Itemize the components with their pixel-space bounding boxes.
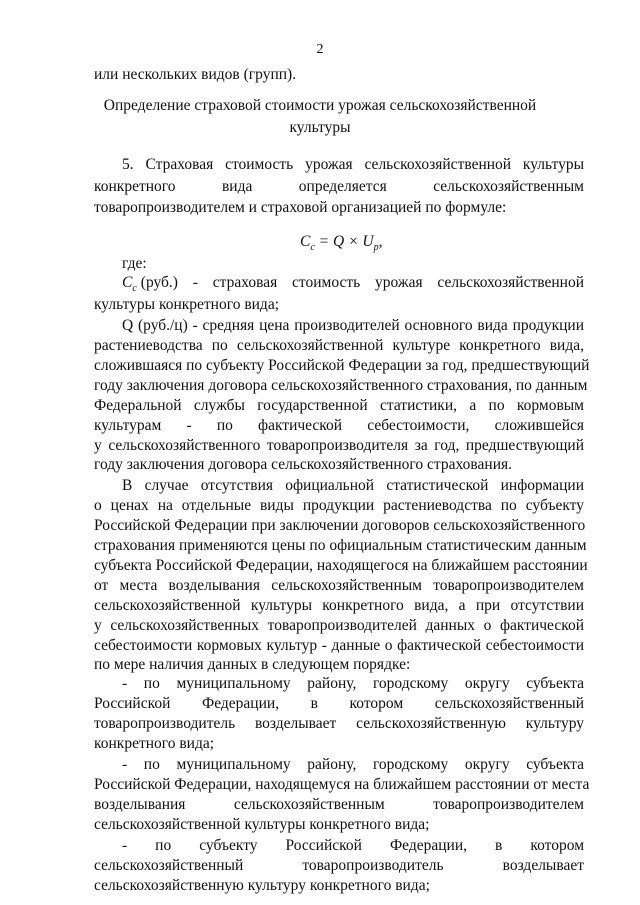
- text-line: у сельскохозяйственного товаропроизводителя за год, предшествующий: [94, 437, 584, 454]
- formula-lhs: C: [300, 233, 311, 250]
- text-line: себестоимости кормовых культур - данные о фактической себестоимости: [94, 637, 584, 654]
- formula-tail: ,: [378, 233, 383, 250]
- text-line: или нескольких видов (групп).: [94, 66, 297, 83]
- text-line: Российской Федерации, находящемуся на ближайшем расстоянии от места: [94, 776, 590, 793]
- text-line: растениеводства по сельскохозяйственной культуре конкретного вида,: [94, 337, 584, 354]
- text-line: Федеральной службы государственной статистики, а по кормовым: [94, 397, 584, 414]
- text-line: товаропроизводитель возделывает сельскохозяйственную культуру: [94, 715, 584, 732]
- text-line: возделывания сельскохозяйственным товаропроизводителем: [94, 796, 584, 813]
- list-item-line: - по муниципальному району, городскому округу субъекта: [122, 756, 584, 773]
- text-line: году заключения договора сельскохозяйственного страхования, по данным: [94, 377, 588, 394]
- text-line: году заключения договора сельскохозяйственного страхования.: [94, 456, 513, 473]
- page-number: 2: [316, 42, 324, 57]
- text-line: Российской Федерации при заключении договоров сельскохозяйственного: [94, 517, 586, 534]
- list-item-line: - по муниципальному району, городскому округу субъекта: [122, 675, 584, 692]
- text-line: культурам - по фактической себестоимости, сложившейся: [94, 417, 584, 434]
- text-line: сельскохозяйственной культуры конкретного вида;: [94, 816, 430, 833]
- formula-body: = Q × U: [314, 233, 374, 250]
- text-line: о ценах на отдельные виды продукции растениеводства по субъекту: [94, 497, 584, 514]
- text-line: товаропроизводителем и страховой организацией по формуле:: [94, 199, 507, 216]
- text-line: конкретного вида определяется сельскохозяйственным: [94, 178, 584, 195]
- text-line: сельскохозяйственный товаропроизводитель возделывает: [94, 857, 584, 874]
- text-line: культуры конкретного вида;: [94, 296, 280, 313]
- text-line: сложившаяся по субъекту Российской Федерации за год, предшествующий: [94, 357, 590, 374]
- text-line: субъекта Российской Федерации, находящегося на ближайшем расстоянии: [94, 557, 588, 574]
- text-line: у сельскохозяйственных товаропроизводителей данных о фактической: [94, 617, 584, 634]
- text-line: страхования применяются цены по официальным статистическим данным: [94, 537, 587, 554]
- definition-line: [122, 274, 584, 298]
- section-heading-line-1: Определение страховой стоимости урожая сельскохозяйственной: [103, 97, 537, 114]
- text-line: В случае отсутствия официальной статистической информации: [122, 477, 584, 494]
- text-line: где:: [122, 255, 147, 272]
- formula: [300, 233, 382, 257]
- section-heading-line-2: культуры: [289, 119, 351, 136]
- list-item-line: - по субъекту Российской Федерации, в котором: [122, 837, 584, 854]
- text-line: Российской Федерации, в котором сельскохозяйственный: [94, 695, 584, 712]
- text-line: сельскохозяйственной культуры конкретного вида, а при отсутствии: [94, 597, 584, 614]
- text-line: (руб.) - страховая стоимость урожая сельскохозяйственной: [140, 274, 584, 291]
- formula-rhs-subscript: p: [373, 242, 379, 254]
- text-line: от места возделывания сельскохозяйственным товаропроизводителем: [94, 577, 584, 594]
- formula-lhs-subscript: c: [310, 242, 315, 254]
- text-line: Q (руб./ц) - средняя цена производителей основного вида продукции: [122, 317, 584, 334]
- symbol-cc: $C_c$: [122, 274, 137, 295]
- text-line: конкретного вида;: [94, 735, 215, 752]
- text-line: сельскохозяйственную культуру конкретного вида;: [94, 877, 430, 894]
- text-line: по мере наличия данных в следующем порядке:: [94, 656, 411, 673]
- text-line: 5. Страховая стоимость урожая сельскохозяйственной культуры: [122, 156, 584, 173]
